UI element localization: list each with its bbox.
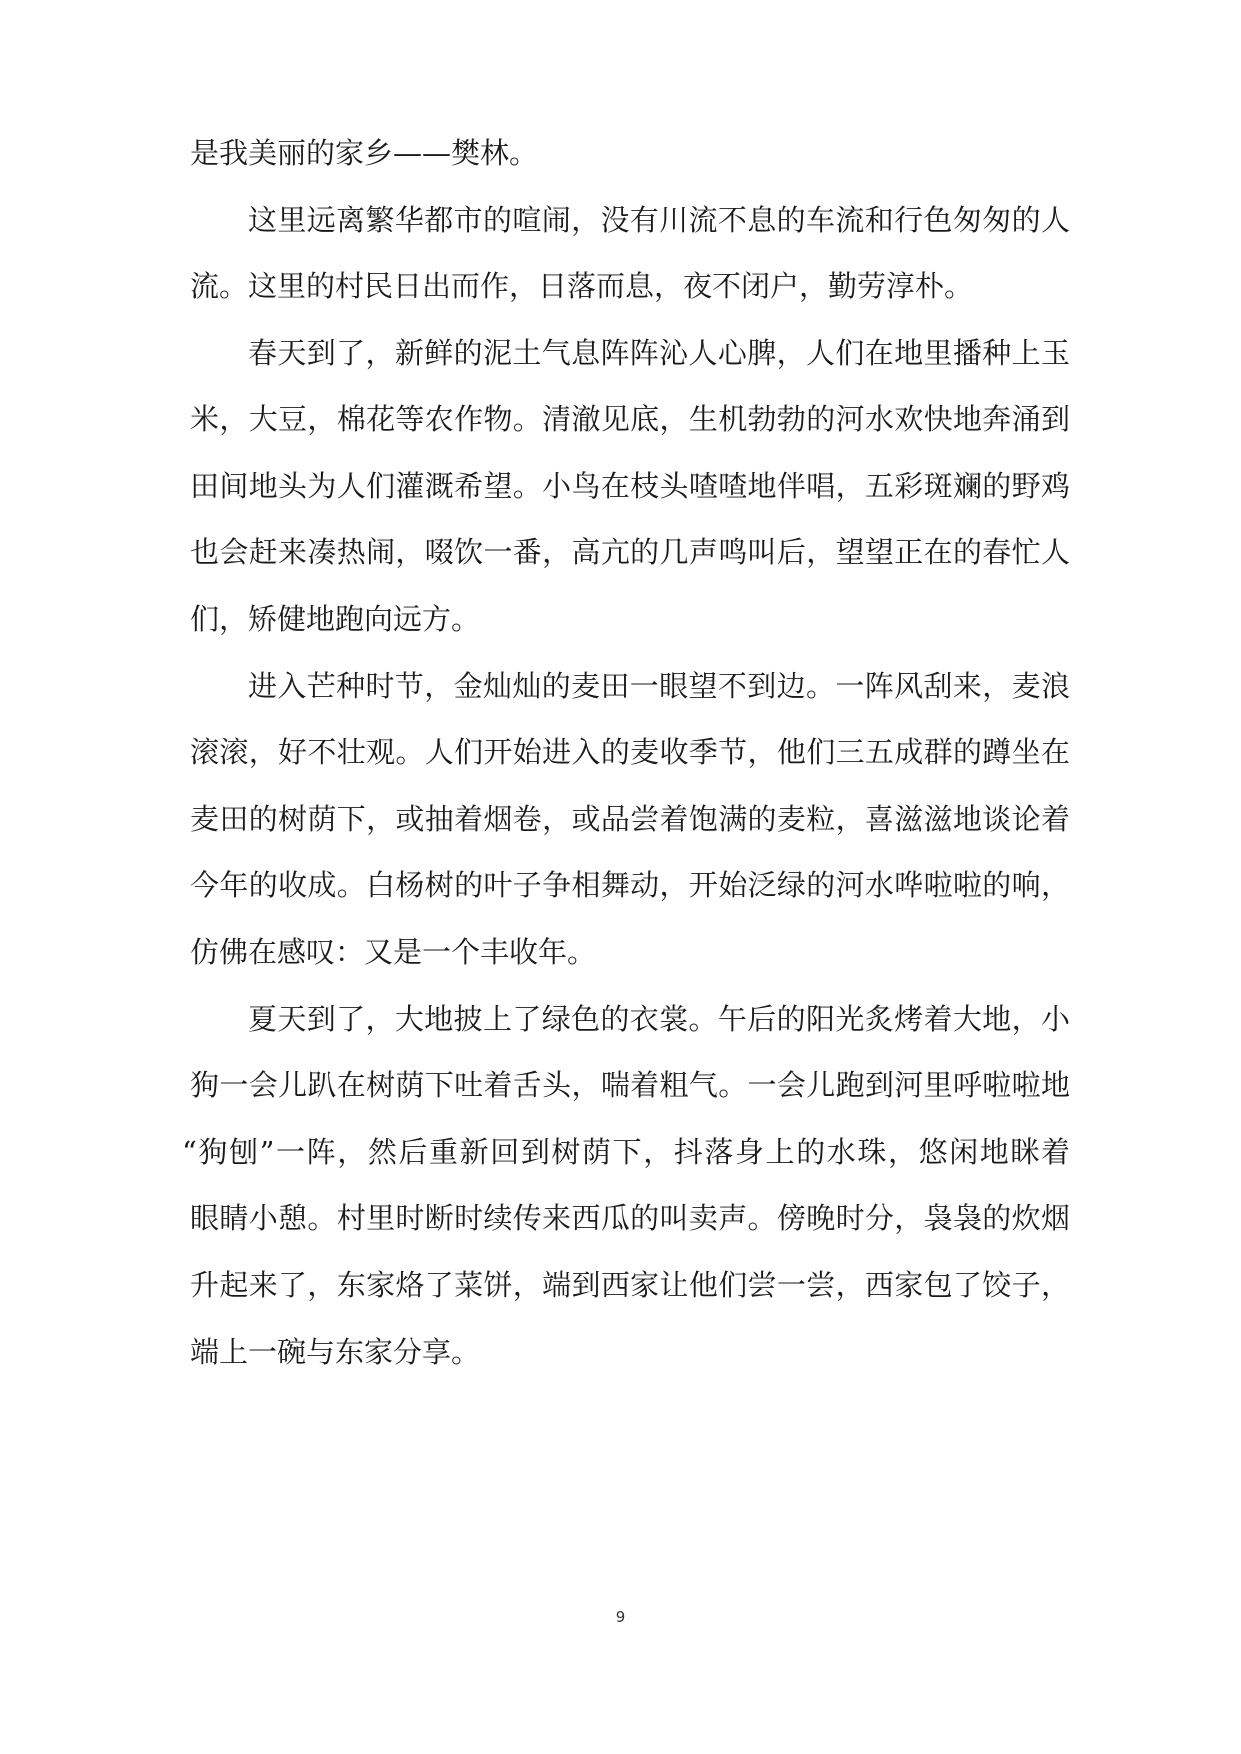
text-line: 狗一会儿趴在树荫下吐着舌头，喘着粗气。一会儿跑到河里呼啦啦地 [190, 1068, 1070, 1102]
text-line: 眼睛小憩。村里时断时续传来西瓜的叫卖声。傍晚时分，袅袅的炊烟 [190, 1201, 1070, 1235]
text-line: “狗刨”一阵，然后重新回到树荫下，抖落身上的水珠，悠闲地眯着 [182, 1135, 1070, 1169]
text-line: 也会赶来凑热闹，啜饮一番，高亢的几声鸣叫后，望望正在的春忙人 [190, 535, 1070, 569]
text-line: 流。这里的村民日出而作，日落而息，夜不闭户，勤劳淳朴。 [190, 269, 974, 303]
text-line: 麦田的树荫下，或抽着烟卷，或品尝着饱满的麦粒，喜滋滋地谈论着 [190, 802, 1070, 836]
page-number: 9 [615, 1608, 626, 1626]
paragraph-line: 春天到了，新鲜的泥土气息阵阵沁人心脾，人们在地里播种上玉 [248, 336, 1070, 370]
paragraph-line: 夏天到了，大地披上了绿色的衣裳。午后的阳光炙烤着大地，小 [248, 1002, 1070, 1036]
text-line: 升起来了，东家烙了菜饼，端到西家让他们尝一尝，西家包了饺子， [190, 1268, 1070, 1302]
text-line: 滚滚，好不壮观。人们开始进入的麦收季节，他们三五成群的蹲坐在 [190, 735, 1070, 769]
text-line: 今年的收成。白杨树的叶子争相舞动，开始泛绿的河水哗啦啦的响， [190, 868, 1070, 902]
paragraph-line: 进入芒种时节，金灿灿的麦田一眼望不到边。一阵风刮来，麦浪 [248, 669, 1070, 703]
text-line: 端上一碗与东家分享。 [190, 1335, 481, 1369]
text-line: 们，矫健地跑向远方。 [190, 602, 481, 636]
text-line: 田间地头为人们灌溉希望。小鸟在枝头喳喳地伴唱，五彩斑斓的野鸡 [190, 469, 1070, 503]
text-line: 是我美丽的家乡——樊林。 [190, 136, 539, 170]
text-line: 米，大豆，棉花等农作物。清澈见底，生机勃勃的河水欢快地奔涌到 [190, 402, 1070, 436]
paragraph-line: 这里远离繁华都市的喧闹，没有川流不息的车流和行色匆匆的人 [248, 203, 1070, 237]
text-line: 仿佛在感叹：又是一个丰收年。 [190, 935, 597, 969]
